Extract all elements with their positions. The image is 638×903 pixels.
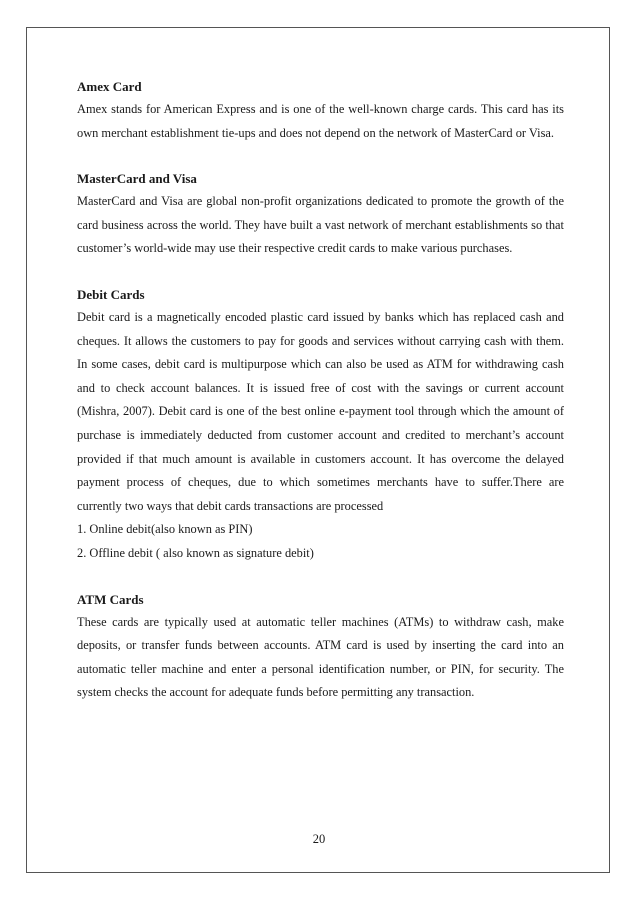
section-heading: Debit Cards: [77, 286, 145, 302]
section-heading: Amex Card: [77, 79, 142, 94]
section-paragraph: These cards are typically used at automatic teller machines (ATMs) to withdraw cash, make deposits, or transfer funds between accounts. ATM card is used by inserting the card into an automatic teller machine and enter a personal identification number, or PIN, for security. The system checks the account for adequate funds before permitting any transaction.: [77, 614, 564, 700]
section-debit-cards: [77, 284, 564, 566]
section-paragraph: Amex stands for American Express and is one of the well-known charge cards. This card has its own merchant establishment tie-ups and does not depend on the network of MasterCard or Visa.: [77, 102, 564, 140]
section-mastercard-visa: [77, 168, 564, 261]
document-body: [77, 76, 564, 728]
section-atm-cards: [77, 589, 564, 705]
section-heading: MasterCard and Visa: [77, 171, 197, 187]
section-paragraph: Debit card is a magnetically encoded plastic card issued by banks which has replaced cash and cheques. It allows the customers to pay for goods and services without carrying cash with them. In some cases, debit card is multipurpose which can also be used as ATM for withdrawing cash and to check account balances. It is issued free of cost with the savings or current account (Mishra, 2007). Debit card is one of the best online e-payment tool through which the amount of purchase is immediately deducted from customer account and credited to merchant’s account provided if that much amount is available in customers account. It has overcome the delayed payment process of cheques, due to which sometimes merchants have to suffer.There are currently two ways that debit cards transactions are processed: [77, 309, 564, 513]
section-heading: ATM Cards: [77, 591, 144, 607]
list-item: 1. Online debit(also known as PIN): [77, 522, 253, 537]
list-item: 2. Offline debit ( also known as signature debit): [77, 545, 314, 560]
section-amex-card: [77, 76, 564, 145]
section-paragraph: MasterCard and Visa are global non-profit organizations dedicated to promote the growth of the card business across the world. They have built a vast network of merchant establishments so that customer’s world-wide may use their respective credit cards to make various purchases.: [77, 194, 564, 256]
page-number: 20: [312, 832, 326, 846]
